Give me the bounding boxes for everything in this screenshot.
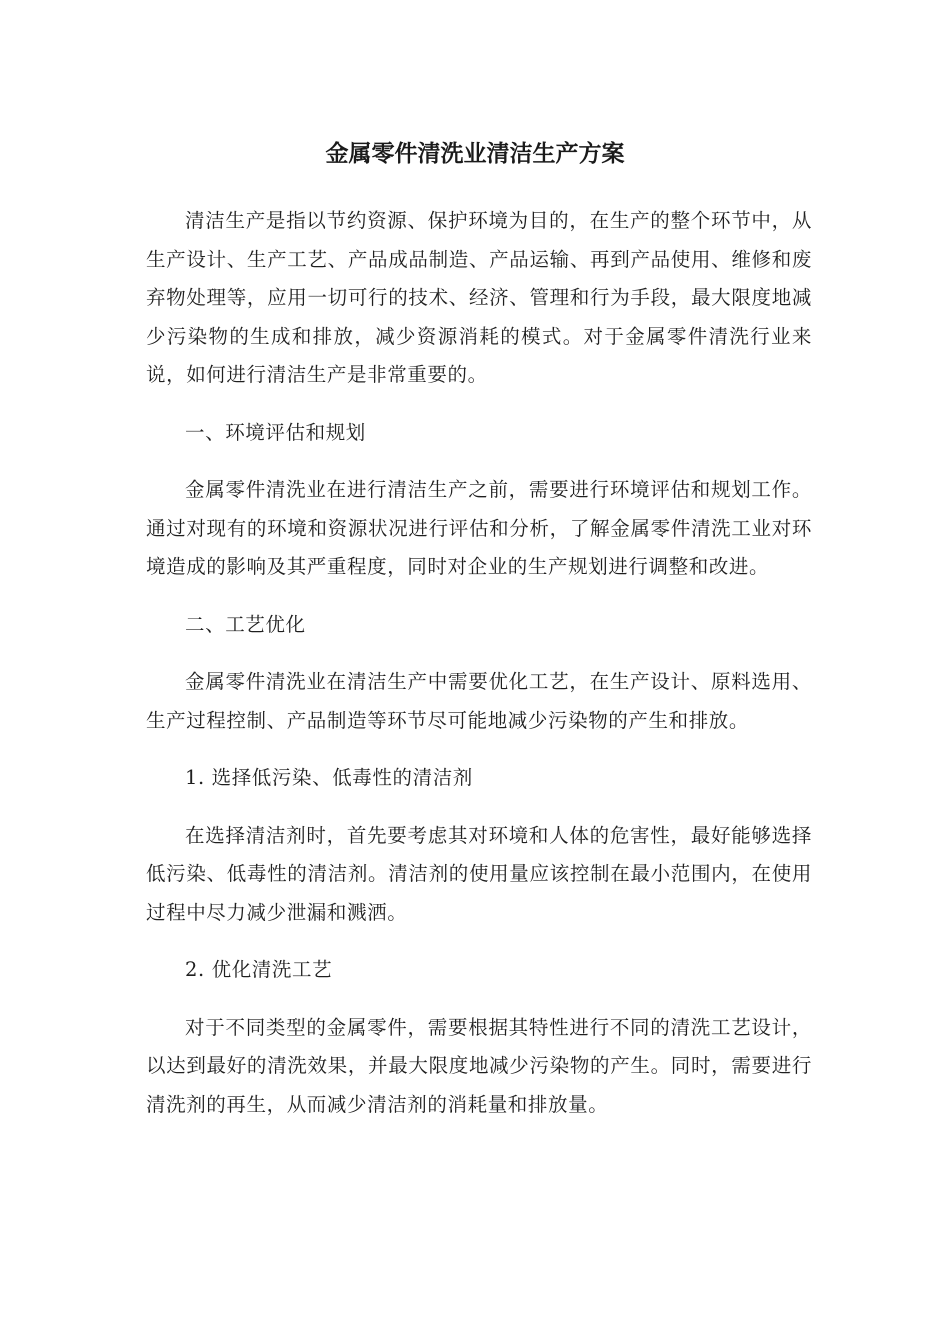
document-body: [146, 202, 812, 1143]
document-title: 金属零件清洗业清洁生产方案: [325, 141, 625, 167]
subsection-1-heading: 1. 选择低污染、低毒性的清洁剂: [185, 766, 473, 789]
section-2-paragraph: 金属零件清洗业在清洁生产中需要优化工艺，在生产设计、原料选用、生产过程控制、产品制造等环节尽可能地减少污染物的产生和排放。: [146, 670, 812, 732]
section-1-heading: 一、环境评估和规划: [185, 420, 366, 444]
subsection-2-paragraph: 对于不同类型的金属零件，需要根据其特性进行不同的清洗工艺设计，以达到最好的清洗效果，并最大限度地减少污染物的产生。同时，需要进行清洗剂的再生，从而减少清洁剂的消耗量和排放量。: [146, 1015, 812, 1116]
section-2-heading: 二、工艺优化: [185, 612, 306, 636]
subsection-2-heading: 2. 优化清洗工艺: [185, 958, 333, 981]
subsection-1-paragraph: 在选择清洁剂时，首先要考虑其对环境和人体的危害性，最好能够选择低污染、低毒性的清洁剂。清洁剂的使用量应该控制在最小范围内，在使用过程中尽力减少泄漏和溅洒。: [146, 823, 812, 924]
section-1-paragraph: 金属零件清洗业在进行清洁生产之前，需要进行环境评估和规划工作。通过对现有的环境和资源状况进行评估和分析，了解金属零件清洗工业对环境造成的影响及其严重程度，同时对企业的生产规划进行调整和改进。: [146, 478, 812, 578]
intro-paragraph: 清洁生产是指以节约资源、保护环境为目的，在生产的整个环节中，从生产设计、生产工艺、产品成品制造、产品运输、再到产品使用、维修和废弃物处理等，应用一切可行的技术、经济、管理和行为手段，最大限度地减少污染物的生成和排放，减少资源消耗的模式。对于金属零件清洗行业来说，如何进行清洁生产是非常重要的。: [146, 209, 812, 386]
